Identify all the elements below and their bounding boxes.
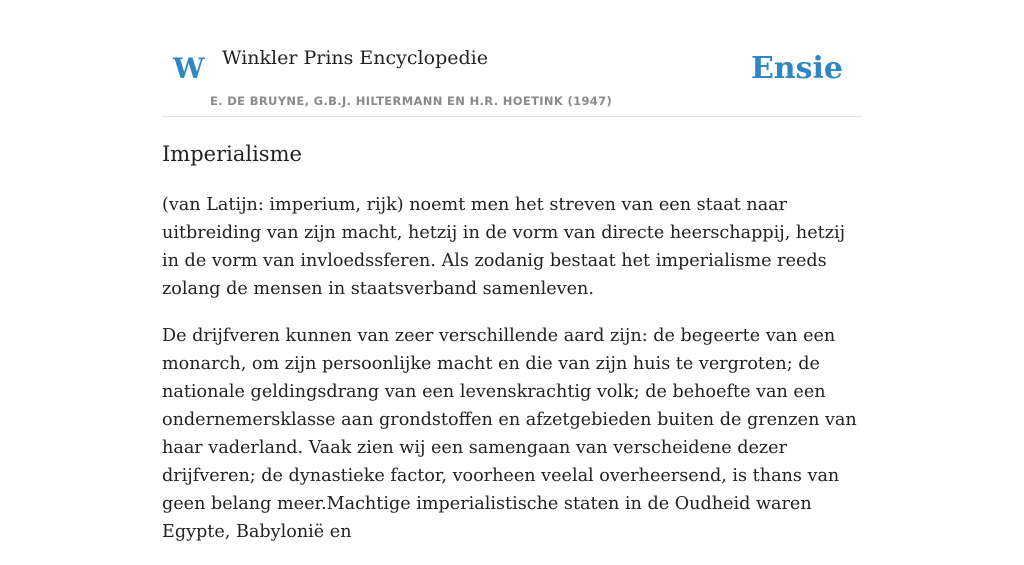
winkler-prins-logo-icon[interactable]: W [173,52,205,85]
publication-authors: E. DE BRUYNE, G.B.J. HILTERMANN EN H.R. HOETINK (1947) [210,94,613,108]
entry-title: Imperialisme [162,142,302,166]
publication-title[interactable]: Winkler Prins Encyclopedie [222,47,488,69]
ensie-logo-link[interactable]: Ensie [750,51,843,86]
entry-paragraph: De drijfveren kunnen van zeer verschillende aard zijn: de begeerte van een monarch, om zijn persoonlijke macht en die van zijn huis te vergroten; de nationale geldingsdrang van een levenskrachtig volk; de behoefte van een ondernemersklasse aan grondstoffen en afzetgebieden buiten de grenzen van haar vaderland. Vaak zien wij een samengaan van verscheidene dezer drijfveren; de dynastieke factor, voorheen veelal overheersend, is thans van geen belang meer.Machtige imperialistische staten in de Oudheid waren Egypte, Babylonië en [162,326,857,542]
entry-paragraph: (van Latijn: imperium, rijk) noemt men het streven van een staat naar uitbreiding van zijn macht, hetzij in de vorm van directe heerschappij, hetzij in de vorm van invloedssferen. Als zodanig bestaat het imperialisme reeds zolang de mensen in staatsverband samenleven. [162,195,846,299]
entry-content [162,137,862,565]
site-header [162,0,862,117]
